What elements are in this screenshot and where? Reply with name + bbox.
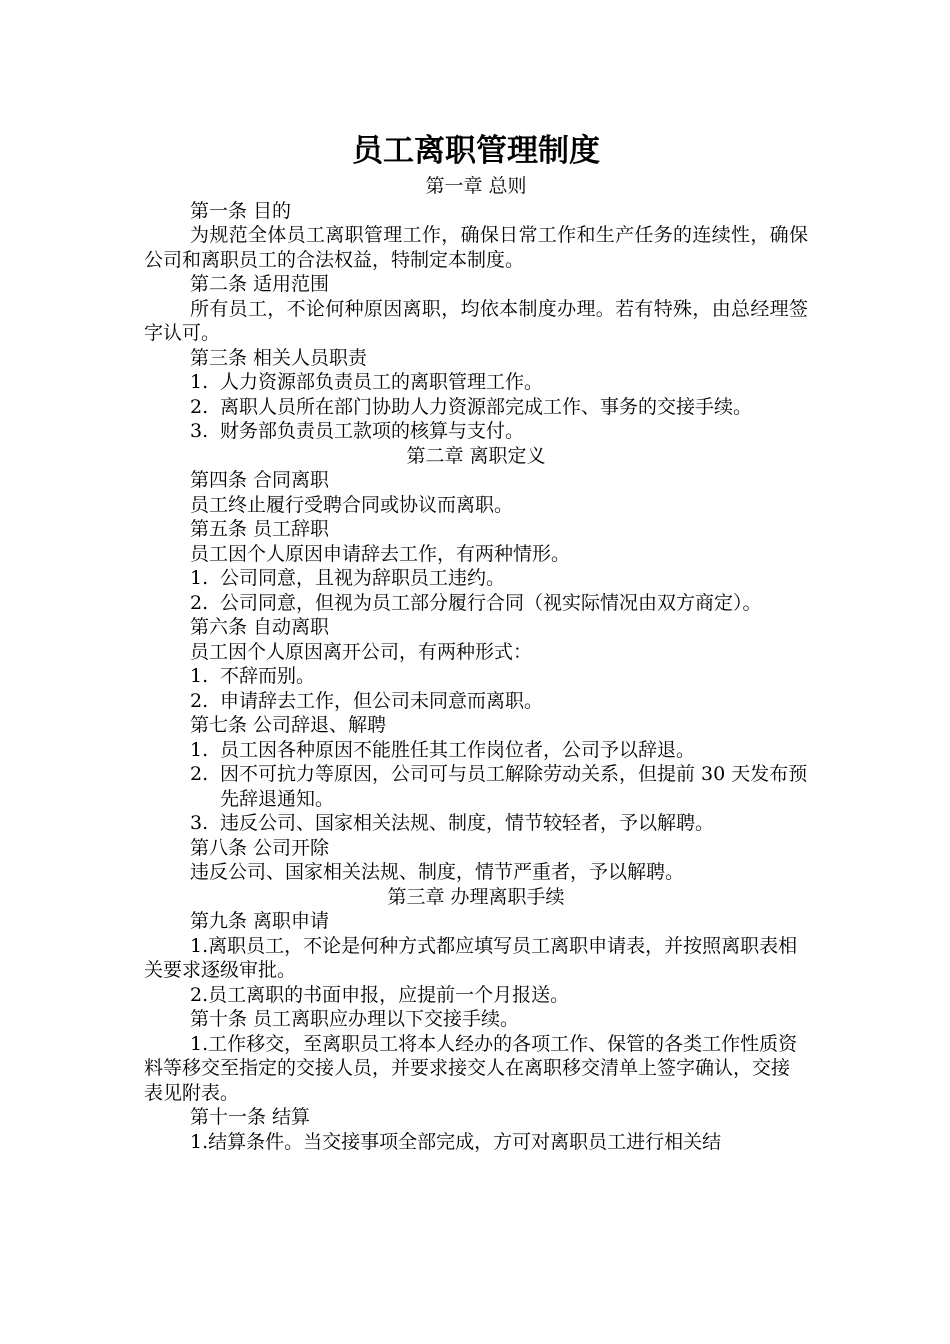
article-6-title: 第六条 自动离职 bbox=[190, 616, 330, 638]
article-11-title: 第十一条 结算 bbox=[190, 1106, 311, 1128]
article-2-title: 第二条 适用范围 bbox=[190, 273, 330, 295]
list-item-text: 员工因各种原因不能胜任其工作岗位者，公司予以辞退。 bbox=[220, 738, 696, 761]
article-11-paragraph-1: 1.结算条件。当交接事项全部完成，方可对离职员工进行相关结 bbox=[190, 1130, 722, 1153]
list-item-text: 离职人员所在部门协助人力资源部完成工作、事务的交接手续。 bbox=[220, 395, 753, 418]
list-item bbox=[144, 395, 808, 420]
article-7-title: 第七条 公司辞退、解聘 bbox=[190, 714, 387, 736]
list-item-number: 1. bbox=[190, 738, 209, 761]
list-item bbox=[144, 738, 808, 763]
chapter-3-heading: 第三章 办理离职手续 bbox=[387, 885, 565, 908]
list-item-text: 人力资源部负责员工的离职管理工作。 bbox=[220, 371, 544, 393]
chapter-1-heading: 第一章 总则 bbox=[425, 175, 527, 197]
article-2-text: 所有员工，不论何种原因离职，均依本制度办理。若有特殊，由总经理签字认可。 bbox=[144, 297, 808, 344]
list-item bbox=[144, 566, 808, 591]
article-5-text: 员工因个人原因申请辞去工作，有两种情形。 bbox=[190, 542, 571, 565]
article-4-title: 第四条 合同离职 bbox=[190, 469, 330, 491]
article-8-text: 违反公司、国家相关法规、制度，情节严重者，予以解聘。 bbox=[190, 861, 685, 883]
list-item bbox=[144, 762, 808, 811]
article-1-title: 第一条 目的 bbox=[190, 199, 292, 222]
article-4-text: 员工终止履行受聘合同或协议而离职。 bbox=[190, 493, 514, 516]
list-item-text: 违反公司、国家相关法规、制度，情节较轻者，予以解聘。 bbox=[220, 812, 715, 834]
list-item-number: 2. bbox=[190, 591, 209, 614]
list-item-number: 2. bbox=[190, 689, 209, 712]
list-item-text: 申请辞去工作，但公司未同意而离职。 bbox=[220, 689, 544, 712]
article-9-paragraph-1: 1.离职员工，不论是何种方式都应填写员工离职申请表，并按照离职表相关要求逐级审批。 bbox=[144, 934, 798, 981]
article-6-text: 员工因个人原因离开公司，有两种形式： bbox=[190, 640, 533, 663]
article-9-paragraph-2: 2.员工离职的书面申报，应提前一个月报送。 bbox=[190, 983, 570, 1006]
list-item-number: 1. bbox=[190, 665, 209, 687]
list-item-number: 3. bbox=[190, 812, 209, 834]
list-item-text: 不辞而别。 bbox=[220, 665, 316, 687]
list-item bbox=[144, 591, 808, 616]
article-10-title: 第十条 员工离职应办理以下交接手续。 bbox=[190, 1008, 520, 1030]
list-item-text: 财务部负责员工款项的核算与支付。 bbox=[220, 420, 525, 442]
article-1-text: 为规范全体员工离职管理工作，确保日常工作和生产任务的连续性，确保公司和离职员工的合法权益，特制定本制度。 bbox=[144, 224, 808, 271]
document-page bbox=[144, 128, 808, 1154]
list-item-text: 因不可抗力等原因，公司可与员工解除劳动关系，但提前 30 天发布预先辞退通知。 bbox=[220, 763, 808, 810]
list-item-number: 2. bbox=[190, 763, 209, 785]
list-item-text: 公司同意，但视为员工部分履行合同（视实际情况由双方商定）。 bbox=[220, 591, 762, 614]
article-8-title: 第八条 公司开除 bbox=[190, 836, 330, 859]
list-item bbox=[144, 664, 808, 689]
list-item-number: 2. bbox=[190, 395, 209, 418]
document-title: 员工离职管理制度 bbox=[352, 133, 600, 169]
list-item-number: 3. bbox=[190, 420, 209, 442]
article-9-title: 第九条 离职申请 bbox=[190, 910, 330, 932]
article-10-paragraph-1: 1.工作移交，至离职员工将本人经办的各项工作、保管的各类工作性质资料等移交至指定的交接人员，并要求接交人在离职移交清单上签字确认，交接表见附表。 bbox=[144, 1032, 798, 1104]
list-item bbox=[144, 689, 808, 714]
chapter-2-heading: 第二章 离职定义 bbox=[406, 444, 546, 467]
article-3-title: 第三条 相关人员职责 bbox=[190, 346, 368, 369]
list-item bbox=[144, 370, 808, 395]
article-5-title: 第五条 员工辞职 bbox=[190, 518, 330, 540]
list-item-number: 1. bbox=[190, 371, 209, 393]
list-item bbox=[144, 419, 808, 444]
list-item-number: 1. bbox=[190, 567, 209, 589]
list-item-text: 公司同意，且视为辞职员工违约。 bbox=[220, 567, 506, 589]
list-item bbox=[144, 811, 808, 836]
